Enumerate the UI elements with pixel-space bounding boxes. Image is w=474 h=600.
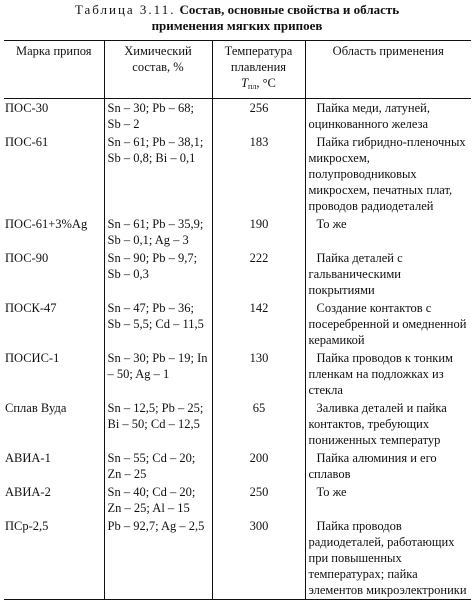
table-row xyxy=(4,449,471,483)
header-temperature xyxy=(212,41,305,99)
cell-application: Пайка алюминия и его сплавов xyxy=(305,449,471,483)
cell-temperature: 183 xyxy=(212,133,305,215)
table-row xyxy=(4,133,471,215)
cell-composition: Sn – 12,5; Pb – 25; Bi – 50; Cd – 12,5 xyxy=(104,399,212,449)
cell-composition: Sn – 61; Pb – 35,9; Sb – 0,1; Ag – 3 xyxy=(104,215,212,249)
table-row xyxy=(4,399,471,449)
cell-grade: ПОС-90 xyxy=(5,251,49,265)
cell-temperature: 256 xyxy=(212,99,305,134)
cell-grade: ПОС-61+3%Ag xyxy=(5,217,88,231)
header-application: Область применения xyxy=(305,41,471,99)
cell-temperature: 142 xyxy=(212,299,305,349)
cell-composition: Sn – 90; Pb – 9,7; Sb – 0,3 xyxy=(104,249,212,299)
cell-application: Создание контактов с посеребренной и омедненной керамикой xyxy=(305,299,471,349)
table-row xyxy=(4,215,471,249)
cell-application: То же xyxy=(305,483,471,517)
table-row xyxy=(4,99,471,134)
cell-grade: ПОС-61 xyxy=(5,135,49,149)
table-body xyxy=(4,99,471,600)
table-title-line2: применения мягких припоев xyxy=(151,18,323,33)
table-header xyxy=(4,41,471,99)
header-composition: Химический состав, % xyxy=(104,41,212,99)
cell-grade: ПОСИС-1 xyxy=(5,351,60,365)
cell-grade: АВИА-2 xyxy=(5,485,51,499)
table-row xyxy=(4,299,471,349)
cell-grade: ПОС-30 xyxy=(5,101,49,115)
cell-application: Пайка деталей с гальваническими покрытиями xyxy=(305,249,471,299)
cell-grade: Сплав Вуда xyxy=(5,401,67,415)
cell-composition: Sn – 30; Pb – 68; Sb – 2 xyxy=(104,99,212,134)
header-temperature-unit: , °C xyxy=(256,76,276,90)
cell-composition: Sn – 61; Pb – 38,1; Sb – 0,8; Bi – 0,1 xyxy=(104,133,212,215)
cell-application: Пайка проводов радиодеталей, работающих при повышенных температурах; пайка элементов микроэлектроники xyxy=(305,517,471,600)
header-row xyxy=(4,41,471,99)
cell-grade: ПСр-2,5 xyxy=(4,517,104,600)
cell-composition: Pb – 92,7; Ag – 2,5 xyxy=(104,517,212,600)
table-caption xyxy=(0,2,474,34)
cell-temperature: 250 xyxy=(212,483,305,517)
header-temperature-line1: Температура xyxy=(224,44,293,58)
solder-table xyxy=(4,40,471,600)
cell-composition: Sn – 55; Cd – 20; Zn – 25 xyxy=(104,449,212,483)
table-number: Таблица 3.11. xyxy=(74,2,176,17)
header-temperature-subscript: пл xyxy=(248,82,257,91)
cell-application: Заливка деталей и пайка контактов, требующих пониженных температур xyxy=(305,399,471,449)
table-row xyxy=(4,483,471,517)
cell-grade: ПОСК-47 xyxy=(5,301,57,315)
header-grade: Марка припоя xyxy=(4,41,104,99)
cell-application: Пайка меди, латуней, оцинкованного железа xyxy=(305,99,471,134)
header-temperature-line2: плавления xyxy=(230,60,287,74)
cell-grade: АВИА-1 xyxy=(5,451,51,465)
table-title-line1: Состав, основные свойства и область xyxy=(179,2,400,17)
table-row xyxy=(4,249,471,299)
cell-application: То же xyxy=(305,215,471,249)
table-row xyxy=(4,349,471,399)
cell-composition: Sn – 47; Pb – 36; Sb – 5,5; Cd – 11,5 xyxy=(104,299,212,349)
header-temperature-symbol: T xyxy=(241,76,249,90)
cell-temperature: 65 xyxy=(212,399,305,449)
cell-temperature: 200 xyxy=(212,449,305,483)
cell-temperature: 130 xyxy=(212,349,305,399)
table-row xyxy=(4,517,471,600)
cell-temperature: 222 xyxy=(212,249,305,299)
cell-application: Пайка гибридно-пленочных микросхем, полупроводниковых микросхем, печатных плат, проводов радиодеталей xyxy=(305,133,471,215)
cell-application: Пайка проводов к тонким пленкам на подложках из стекла xyxy=(305,349,471,399)
cell-temperature: 300 xyxy=(212,517,305,600)
cell-temperature: 190 xyxy=(212,215,305,249)
cell-composition: Sn – 30; Pb – 19; In – 50; Ag – 1 xyxy=(104,349,212,399)
cell-composition: Sn – 40; Cd – 20; Zn – 25; Al – 15 xyxy=(104,483,212,517)
